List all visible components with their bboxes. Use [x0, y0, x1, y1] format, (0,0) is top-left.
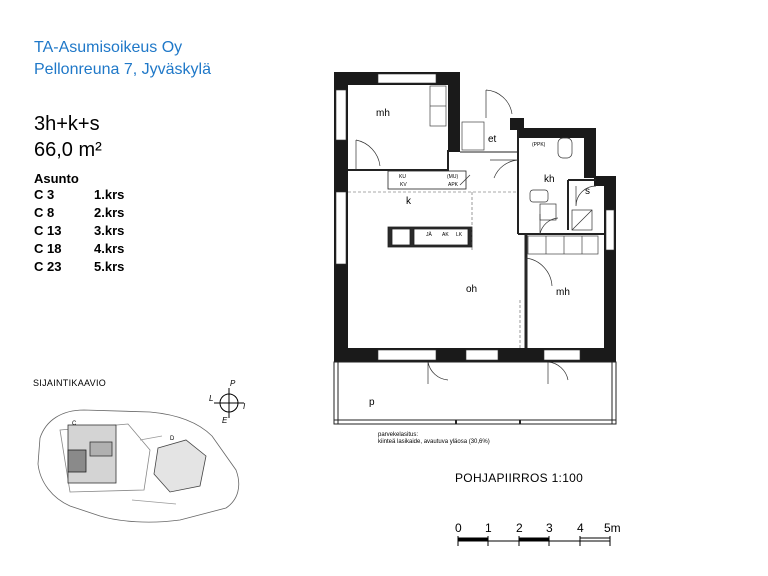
scale-label: 2 — [516, 521, 523, 535]
shower-area — [540, 204, 556, 220]
unit-floor: 2.krs — [94, 205, 125, 220]
closet-bedroom2 — [528, 236, 598, 254]
door-balcony-2 — [548, 362, 568, 384]
scale-bar-segment — [580, 538, 610, 541]
address: Pellonreuna 7, Jyväskylä — [34, 61, 211, 78]
wall-right — [604, 176, 616, 362]
window-bedroom — [544, 350, 580, 360]
unit-code: C 13 — [34, 223, 62, 238]
closet-entry — [462, 122, 484, 150]
floor-plan — [334, 72, 616, 424]
unit-code: C 18 — [34, 241, 62, 256]
unit-floor: 5.krs — [94, 259, 125, 274]
sink-icon — [530, 190, 548, 202]
window-right — [606, 210, 614, 250]
unit-floor: 3.krs — [94, 223, 125, 238]
unit-code: C 23 — [34, 259, 62, 274]
fixture-ak: AK — [442, 232, 449, 238]
fixture-ppk: (PPK) — [532, 142, 546, 148]
apartment-type: 3h+k+s — [34, 113, 100, 135]
window-living-2 — [466, 350, 498, 360]
room-kitchen: k — [406, 196, 411, 207]
site-plan — [38, 410, 239, 522]
room-bedroom-2: mh — [556, 287, 570, 298]
fixture-ku: KU — [399, 174, 406, 180]
site-plan-label: SIJAINTIKAAVIO — [33, 378, 107, 388]
room-balcony: p — [369, 397, 375, 408]
window-top — [378, 74, 436, 83]
scale-label: 4 — [577, 521, 584, 535]
fixture-apk: APK — [448, 182, 459, 188]
balcony-note-line1: parvekelasitus: — [378, 432, 419, 438]
room-entry: et — [488, 134, 497, 145]
scale-label: 3 — [546, 521, 553, 535]
unit-code: C 8 — [34, 205, 55, 220]
plan-title: POHJAPIIRROS 1:100 — [455, 471, 584, 485]
balcony-outline — [334, 362, 616, 424]
compass-east-label: I — [243, 402, 246, 411]
compass-west-label: L — [209, 394, 214, 403]
building-c-label: C — [72, 421, 77, 427]
building-d-label: D — [170, 436, 175, 442]
building-d-outline — [154, 440, 206, 492]
wall-bath-right — [584, 128, 596, 178]
scale-bar — [458, 536, 610, 546]
unit-list-heading: Asunto — [34, 171, 79, 186]
scale-label: 0 — [455, 521, 462, 535]
apartment-area: 66,0 m² — [34, 139, 102, 161]
fixture-lk: LK — [456, 232, 463, 238]
wall-entry-left — [448, 72, 460, 152]
toilet-icon — [558, 138, 572, 158]
unit-code: C 3 — [34, 187, 55, 202]
room-bathroom: kh — [544, 174, 555, 185]
balcony-note-line2: kiinteä lasikaide, avautuva yläosa (30,6%) — [378, 439, 490, 445]
fixture-kv: KV — [400, 182, 407, 188]
kitchen-island-sink — [392, 229, 410, 245]
fixture-ja: JÄ — [426, 232, 432, 238]
compass-south-label: E — [222, 416, 228, 425]
balcony — [334, 362, 616, 424]
scale-bar-segment — [458, 538, 488, 541]
door-balcony-1 — [428, 362, 448, 384]
room-bedroom-1: mh — [376, 108, 390, 119]
scale-label: 5m — [604, 521, 621, 535]
building-c-wing — [90, 442, 112, 456]
company-name: TA-Asumisoikeus Oy — [34, 39, 183, 56]
window-left-top — [336, 90, 346, 140]
window-left-mid — [336, 192, 346, 264]
compass-north-label: P — [230, 379, 236, 388]
fixture-mu: (MU) — [447, 174, 459, 180]
window-living — [378, 350, 436, 360]
unit-floor: 1.krs — [94, 187, 125, 202]
balcony-note — [378, 432, 490, 446]
unit-floor: 4.krs — [94, 241, 125, 256]
scale-label: 1 — [485, 521, 492, 535]
room-living: oh — [466, 284, 478, 295]
wall-bath-top — [518, 128, 586, 138]
compass-icon — [214, 388, 244, 418]
building-c-highlight — [68, 450, 86, 472]
room-sauna: s — [585, 186, 590, 197]
scale-bar-segment — [519, 538, 549, 541]
